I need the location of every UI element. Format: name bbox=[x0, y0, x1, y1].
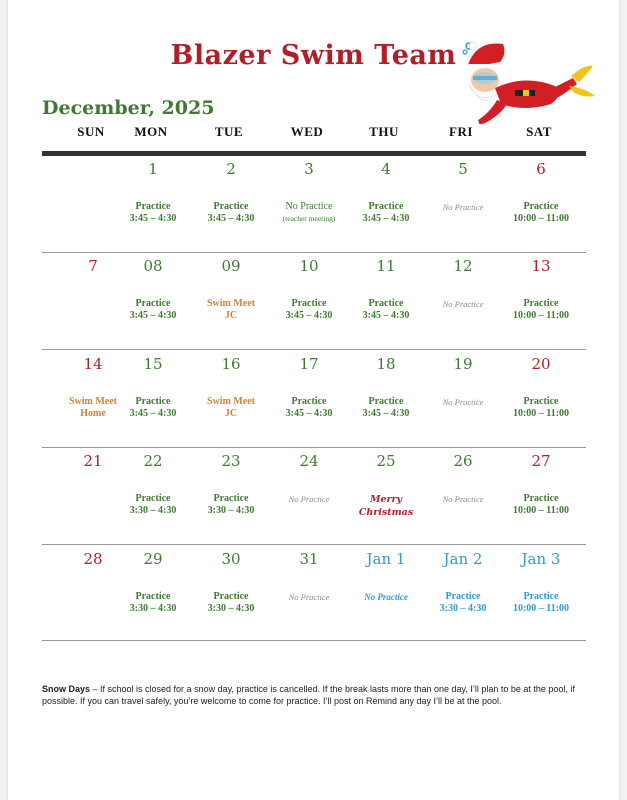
day-note-line2: 3:45 – 4:30 bbox=[285, 408, 333, 419]
day-number: 30 bbox=[221, 550, 241, 568]
day-cell bbox=[270, 352, 348, 444]
day-cell bbox=[270, 449, 348, 541]
day-note-line1: Swim Meet bbox=[206, 396, 256, 407]
day-cell bbox=[424, 352, 502, 444]
day-cell bbox=[192, 352, 270, 444]
day-cell bbox=[502, 157, 580, 249]
day-note-line2: Home bbox=[80, 408, 106, 419]
day-note-line2: 3:45 – 4:30 bbox=[362, 213, 410, 224]
day-cell bbox=[114, 157, 192, 249]
day-note-line2: 10:00 – 11:00 bbox=[512, 603, 570, 614]
week-divider bbox=[42, 349, 586, 350]
day-note-line2: 3:45 – 4:30 bbox=[129, 213, 177, 224]
day-note-line1: Practice bbox=[213, 493, 249, 504]
day-note-line1: Practice bbox=[135, 298, 171, 309]
day-note-line1: No Practice bbox=[442, 299, 484, 309]
day-cell bbox=[502, 254, 580, 346]
day-note-line2: (teacher meeting) bbox=[282, 214, 336, 223]
day-number: 14 bbox=[83, 355, 103, 373]
day-note-line1: Practice bbox=[523, 493, 559, 504]
day-number: 31 bbox=[299, 550, 319, 568]
day-number: 3 bbox=[304, 160, 314, 178]
day-number: Jan 2 bbox=[443, 550, 483, 568]
day-number: 2 bbox=[226, 160, 236, 178]
day-cell bbox=[347, 254, 425, 346]
day-number: 23 bbox=[221, 452, 241, 470]
day-note-line1: Practice bbox=[523, 591, 559, 602]
day-cell bbox=[114, 352, 192, 444]
day-note-line1: Practice bbox=[135, 201, 171, 212]
day-cell bbox=[114, 449, 192, 541]
week-divider bbox=[42, 544, 586, 545]
day-number: 4 bbox=[381, 160, 391, 178]
day-note-line1: No Practice bbox=[442, 397, 484, 407]
snow-days-label: Snow Days bbox=[42, 684, 91, 694]
day-note-line1: Practice bbox=[291, 298, 327, 309]
weekday-sat: SAT bbox=[526, 124, 552, 139]
day-cell bbox=[270, 254, 348, 346]
day-number: 09 bbox=[221, 257, 241, 275]
day-note-line1: No Practice bbox=[285, 201, 333, 212]
day-number: 11 bbox=[376, 257, 396, 275]
day-note-line1: No Practice bbox=[288, 494, 330, 504]
day-number: 28 bbox=[83, 550, 103, 568]
day-note-line2: 3:30 – 4:30 bbox=[207, 505, 255, 516]
day-note-line1: No Practice bbox=[364, 592, 408, 602]
day-note-line1: Practice bbox=[135, 493, 171, 504]
day-note-line1: Practice bbox=[523, 298, 559, 309]
day-note-line2: 3:30 – 4:30 bbox=[439, 603, 487, 614]
day-cell bbox=[424, 449, 502, 541]
day-note-line1: Practice bbox=[135, 396, 171, 407]
day-number: 7 bbox=[88, 257, 98, 275]
weekday-sun: SUN bbox=[77, 124, 105, 139]
day-cell bbox=[192, 157, 270, 249]
day-cell bbox=[502, 352, 580, 444]
page-title: Blazer Swim Team bbox=[170, 40, 457, 71]
day-number: 27 bbox=[531, 452, 551, 470]
day-cell bbox=[424, 157, 502, 249]
snow-days-note bbox=[42, 683, 594, 707]
day-number: 26 bbox=[453, 452, 473, 470]
day-cell bbox=[270, 157, 348, 249]
day-note-line2: 3:45 – 4:30 bbox=[129, 408, 177, 419]
header-divider bbox=[42, 151, 586, 156]
day-number: 19 bbox=[453, 355, 473, 373]
day-note-line2: 3:45 – 4:30 bbox=[362, 310, 410, 321]
weekday-thu: THU bbox=[369, 124, 399, 139]
day-cell bbox=[347, 157, 425, 249]
day-note-line2: 10:00 – 11:00 bbox=[512, 213, 570, 224]
month-heading: December, 2025 bbox=[42, 97, 215, 119]
day-note-line1: Merry bbox=[369, 494, 403, 505]
day-note-line1: Swim Meet bbox=[206, 298, 256, 309]
weekday-mon: MON bbox=[134, 124, 168, 139]
week-divider bbox=[42, 447, 586, 448]
day-note-line2: Christmas bbox=[358, 507, 414, 518]
day-number: 21 bbox=[83, 452, 103, 470]
day-number: 20 bbox=[531, 355, 551, 373]
day-number: 10 bbox=[299, 257, 319, 275]
day-note-line1: Practice bbox=[213, 591, 249, 602]
day-cell bbox=[347, 449, 425, 541]
day-note-line1: Practice bbox=[368, 396, 404, 407]
day-number: Jan 3 bbox=[521, 550, 561, 568]
day-number: 22 bbox=[143, 452, 163, 470]
day-note-line2: JC bbox=[224, 310, 238, 321]
day-note-line1: No Practice bbox=[442, 494, 484, 504]
day-note-line1: Practice bbox=[213, 201, 249, 212]
day-cell bbox=[114, 547, 192, 639]
day-note-line2: 3:30 – 4:30 bbox=[207, 603, 255, 614]
weekday-wed: WED bbox=[290, 124, 324, 139]
day-cell bbox=[270, 547, 348, 639]
day-note-line1: Practice bbox=[445, 591, 481, 602]
day-cell bbox=[347, 352, 425, 444]
day-note-line2: 10:00 – 11:00 bbox=[512, 310, 570, 321]
week-divider bbox=[42, 252, 586, 253]
day-number: 6 bbox=[536, 160, 546, 178]
weekday-fri: FRI bbox=[449, 124, 473, 139]
day-number: 18 bbox=[376, 355, 396, 373]
day-note-line1: Practice bbox=[368, 298, 404, 309]
day-note-line1: Practice bbox=[135, 591, 171, 602]
day-number: 15 bbox=[143, 355, 163, 373]
day-number: 08 bbox=[143, 257, 163, 275]
day-number: 25 bbox=[376, 452, 396, 470]
day-number: 17 bbox=[299, 355, 319, 373]
day-cell bbox=[192, 547, 270, 639]
day-cell bbox=[424, 547, 502, 639]
day-number: 12 bbox=[453, 257, 473, 275]
day-note-line1: Practice bbox=[523, 201, 559, 212]
day-note-line2: 10:00 – 11:00 bbox=[512, 408, 570, 419]
day-note-line1: Practice bbox=[291, 396, 327, 407]
day-note-line2: 10:00 – 11:00 bbox=[512, 505, 570, 516]
day-note-line1: No Practice bbox=[442, 202, 484, 212]
day-cell bbox=[502, 449, 580, 541]
day-note-line2: 3:45 – 4:30 bbox=[207, 213, 255, 224]
snow-days-text: – If school is closed for a snow day, practice is cancelled. If the break lasts more than one day, I’ll plan to be at the pool, if possible. If you can travel safely, you’re welcome to come for practice. I’ll post on Remind any day I’ll be at the pool. bbox=[42, 684, 575, 706]
day-note-line2: 3:45 – 4:30 bbox=[362, 408, 410, 419]
day-number: 16 bbox=[221, 355, 241, 373]
day-cell bbox=[424, 254, 502, 346]
day-number: 1 bbox=[148, 160, 158, 178]
santa-swimmer-icon bbox=[445, 38, 595, 138]
day-number: Jan 1 bbox=[366, 550, 406, 568]
day-number: 29 bbox=[143, 550, 163, 568]
day-number: 5 bbox=[458, 160, 468, 178]
day-note-line1: No Practice bbox=[288, 592, 330, 602]
day-note-line2: 3:45 – 4:30 bbox=[129, 310, 177, 321]
day-note-line1: Practice bbox=[523, 396, 559, 407]
day-cell bbox=[114, 254, 192, 346]
day-number: 24 bbox=[299, 452, 319, 470]
day-note-line1: Practice bbox=[368, 201, 404, 212]
day-number: 13 bbox=[531, 257, 551, 275]
day-cell bbox=[192, 254, 270, 346]
day-note-line2: JC bbox=[224, 408, 238, 419]
day-note-line2: 3:30 – 4:30 bbox=[129, 505, 177, 516]
day-cell bbox=[192, 449, 270, 541]
day-cell bbox=[502, 547, 580, 639]
day-note-line2: 3:30 – 4:30 bbox=[129, 603, 177, 614]
weekday-tue: TUE bbox=[214, 124, 244, 139]
week-divider bbox=[42, 640, 586, 641]
day-note-line2: 3:45 – 4:30 bbox=[285, 310, 333, 321]
day-note-line1: Swim Meet bbox=[68, 396, 118, 407]
day-cell bbox=[347, 547, 425, 639]
